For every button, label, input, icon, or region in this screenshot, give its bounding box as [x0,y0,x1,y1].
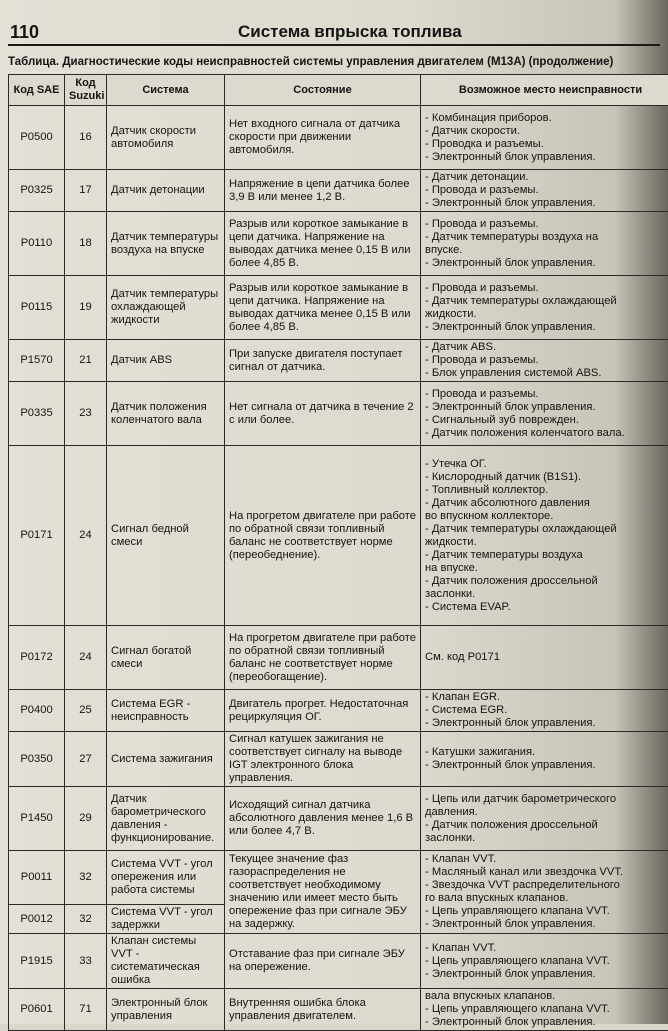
cell-suzuki: 71 [65,989,107,1031]
cell-state: Текущее значение фаз газораспределения не соответствует необходимому значению или имеет место быть опережение фаз при сигнале ЭБУ на задержку. [225,851,421,934]
cell-system: Система VVT - угол опережения или работа системы [107,851,225,905]
cause-line: жидкости. [425,536,668,549]
table-row [9,626,668,690]
cell-sae: P0400 [9,690,65,732]
cause-line: - Блок управления системой ABS. [425,367,668,380]
cell-cause [421,626,668,690]
cause-line: - Провода и разъемы. [425,218,668,231]
table-row [9,446,668,626]
header-suzuki: Код Suzuki [65,75,107,106]
cause-line: - Датчик скорости. [425,125,668,138]
cause-line: - Масляный канал или звездочка VVT. [425,866,668,879]
cell-cause [421,340,668,382]
cause-line: - Датчик абсолютного давления [425,497,668,510]
cause-line: - Провода и разъемы. [425,388,668,401]
cell-cause [421,787,668,851]
cell-cause [421,382,668,446]
cell-sae: P0110 [9,212,65,276]
cell-suzuki: 32 [65,905,107,934]
cause-line: во впускном коллекторе. [425,510,668,523]
cell-suzuki: 32 [65,851,107,905]
cell-sae: P0172 [9,626,65,690]
cell-suzuki: 16 [65,106,107,170]
cell-state: Двигатель прогрет. Недостаточная рециркуляция ОГ. [225,690,421,732]
table-row [9,989,668,1031]
header-state: Состояние [225,75,421,106]
cause-line: См. код P0171 [425,651,668,664]
cell-suzuki: 17 [65,170,107,212]
table-row [9,212,668,276]
cell-cause [421,446,668,626]
cause-line: - Датчик температуры охлаждающей [425,295,668,308]
cell-state: Отставание фаз при сигнале ЭБУ на опережение. [225,934,421,989]
table-header-row [9,75,668,106]
table-row [9,851,668,905]
cell-state: Внутренняя ошибка блока управления двигателем. [225,989,421,1031]
cause-line: - Электронный блок управления. [425,151,668,164]
cell-sae: P0171 [9,446,65,626]
cause-line: - Клапан VVT. [425,942,668,955]
cell-state: Разрыв или короткое замыкание в цепи датчика. Напряжение на выводах датчика менее 0,15 В или более 4,85 В. [225,212,421,276]
cell-system: Датчик детонации [107,170,225,212]
cause-line: заслонки. [425,832,668,845]
cause-line: - Датчик температуры охлаждающей [425,523,668,536]
cell-sae: P0011 [9,851,65,905]
cell-sae: P1570 [9,340,65,382]
cell-suzuki: 18 [65,212,107,276]
cell-suzuki: 33 [65,934,107,989]
cause-line: - Сигнальный зуб поврежден. [425,414,668,427]
cause-line: - Электронный блок управления. [425,197,668,210]
cell-system: Сигнал бедной смеси [107,446,225,626]
cell-state: На прогретом двигателе при работе по обратной связи топливный баланс не соответствует норме (переобеднение). [225,446,421,626]
header-system: Система [107,75,225,106]
cause-line: - Провода и разъемы. [425,184,668,197]
cause-line: - Электронный блок управления. [425,1016,668,1029]
cell-state: На прогретом двигателе при работе по обратной связи топливный баланс не соответствует норме (переобогащение). [225,626,421,690]
cell-state: Нет сигнала от датчика в течение 2 с или более. [225,382,421,446]
cell-system: Датчик положения коленчатого вала [107,382,225,446]
cause-line: - Кислородный датчик (B1S1). [425,471,668,484]
cause-line: - Датчик ABS. [425,341,668,354]
cause-line: - Утечка ОГ. [425,458,668,471]
cause-line: - Датчик положения коленчатого вала. [425,427,668,440]
cause-line: на впуске. [425,562,668,575]
cause-line: - Датчик температуры воздуха на [425,231,668,244]
cause-line: - Датчик положения дроссельной [425,575,668,588]
table-row [9,340,668,382]
cause-line: давления. [425,806,668,819]
cause-line: - Электронный блок управления. [425,717,668,730]
dtc-table [8,74,668,1031]
cell-cause [421,934,668,989]
cause-line: - Цепь управляющего клапана VVT. [425,1003,668,1016]
cause-line: - Цепь управляющего клапана VVT. [425,905,668,918]
cell-suzuki: 24 [65,446,107,626]
cell-state: Исходящий сигнал датчика абсолютного давления менее 1,6 В или более 4,7 В. [225,787,421,851]
cell-system: Датчик барометрического давления - функционирование. [107,787,225,851]
cause-line: - Датчик положения дроссельной [425,819,668,832]
cause-line: - Провода и разъемы. [425,354,668,367]
cause-line: - Катушки зажигания. [425,746,668,759]
cause-line: го вала впускных клапанов. [425,892,668,905]
cause-line: - Звездочка VVT распределительного [425,879,668,892]
table-row [9,934,668,989]
cause-line: заслонки. [425,588,668,601]
cause-line: - Электронный блок управления. [425,257,668,270]
cell-state: Напряжение в цепи датчика более 3,9 В или менее 1,2 В. [225,170,421,212]
page-title: Система впрыска топлива [238,22,462,42]
cause-line: - Датчик температуры воздуха [425,549,668,562]
cause-line: - Датчик детонации. [425,171,668,184]
cause-line: впуске. [425,244,668,257]
cause-line: - Электронный блок управления. [425,968,668,981]
table-row [9,732,668,787]
cell-state: При запуске двигателя поступает сигнал от датчика. [225,340,421,382]
cell-suzuki: 25 [65,690,107,732]
cell-suzuki: 21 [65,340,107,382]
table-caption: Таблица. Диагностические коды неисправностей системы управления двигателем (M13A) (продолжение) [8,56,668,68]
cause-line: вала впускных клапанов. [425,990,668,1003]
page-number: 110 [10,22,39,43]
cell-sae: P0601 [9,989,65,1031]
cell-sae: P1450 [9,787,65,851]
cause-line: - Комбинация приборов. [425,112,668,125]
cell-suzuki: 29 [65,787,107,851]
table-row [9,170,668,212]
cause-line: - Топливный коллектор. [425,484,668,497]
cause-line: - Электронный блок управления. [425,321,668,334]
cell-system: Клапан системы VVT - систематическая ошибка [107,934,225,989]
cell-system: Датчик ABS [107,340,225,382]
cause-line: - Цепь или датчик барометрического [425,793,668,806]
cause-line: жидкости. [425,308,668,321]
table-row [9,276,668,340]
cell-sae: P0500 [9,106,65,170]
page-header [8,22,660,46]
cell-cause [421,690,668,732]
cell-cause [421,276,668,340]
cell-sae: P0325 [9,170,65,212]
cell-cause [421,170,668,212]
cell-sae: P0012 [9,905,65,934]
cause-line: - Электронный блок управления. [425,401,668,414]
cell-system: Система зажигания [107,732,225,787]
table-row [9,690,668,732]
cause-line: - Клапан EGR. [425,691,668,704]
cell-system: Электронный блок управления [107,989,225,1031]
cell-system: Датчик температуры охлаждающей жидкости [107,276,225,340]
cell-state: Сигнал катушек зажигания не соответствует сигналу на выводе IGT электронного блока управления. [225,732,421,787]
cell-state: Нет входного сигнала от датчика скорости при движении автомобиля. [225,106,421,170]
cell-cause [421,851,668,934]
cell-system: Датчик температуры воздуха на впуске [107,212,225,276]
cause-line: - Цепь управляющего клапана VVT. [425,955,668,968]
header-sae: Код SAE [9,75,65,106]
cell-cause [421,989,668,1031]
cell-system: Датчик скорости автомобиля [107,106,225,170]
cause-line: - Система EGR. [425,704,668,717]
cell-suzuki: 23 [65,382,107,446]
table-row [9,106,668,170]
cell-suzuki: 24 [65,626,107,690]
cell-state: Разрыв или короткое замыкание в цепи датчика. Напряжение на выводах датчика менее 0,15 В или более 4,85 В. [225,276,421,340]
cause-line: - Система EVAP. [425,601,668,614]
cell-system: Система VVT - угол задержки [107,905,225,934]
cause-line: - Электронный блок управления. [425,759,668,772]
table-body [9,106,668,1031]
cell-sae: P0115 [9,276,65,340]
cell-suzuki: 19 [65,276,107,340]
cause-line: - Электронный блок управления. [425,918,668,931]
cell-cause [421,106,668,170]
cause-line: - Провода и разъемы. [425,282,668,295]
cell-cause [421,732,668,787]
cell-sae: P1915 [9,934,65,989]
cell-sae: P0335 [9,382,65,446]
cell-cause [421,212,668,276]
cell-suzuki: 27 [65,732,107,787]
cause-line: - Проводка и разъемы. [425,138,668,151]
cell-system: Система EGR - неисправность [107,690,225,732]
table-row [9,787,668,851]
header-cause: Возможное место неисправности [421,75,668,106]
cause-line: - Клапан VVT. [425,853,668,866]
table-row [9,382,668,446]
cell-sae: P0350 [9,732,65,787]
cell-system: Сигнал богатой смеси [107,626,225,690]
